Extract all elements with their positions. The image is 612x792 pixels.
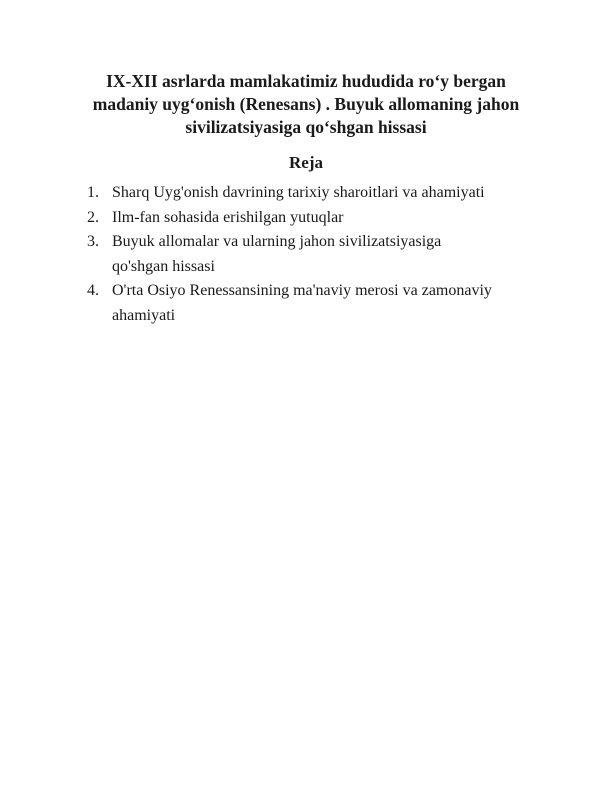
title-line: madaniy uyg‘onish (Renesans) . Buyuk allomaning jahon (92, 94, 520, 114)
plan-item-number: 1. (87, 184, 99, 201)
plan-item-number: 2. (87, 208, 99, 226)
plan-item-number: 4. (87, 282, 99, 299)
plan-item-text: Buyuk allomalar va ularning jahon sivilizatsiyasiga (112, 233, 442, 250)
plan-item-number: 3. (87, 233, 99, 250)
plan-item (87, 181, 572, 206)
plan-list (87, 181, 572, 328)
plan-item (87, 206, 572, 231)
title-line: sivilizatsiyasiga qo‘shgan hissasi (185, 117, 427, 137)
title-line: IX-XII asrlarda mamlakatimiz hududida ro‘y bergan (106, 71, 506, 91)
plan-item (87, 279, 572, 328)
plan-item-text-continued: qo'shgan hissasi (112, 257, 215, 275)
plan-item-text-continued: ahamiyati (112, 306, 176, 324)
plan-item-text: Ilm-fan sohasida erishilgan yutuqlar (112, 208, 344, 226)
plan-heading: Reja (289, 153, 323, 172)
document-title (60, 70, 552, 139)
plan-item-text: O'rta Osiyo Renessansining ma'naviy merosi va zamonaviy (112, 282, 492, 299)
plan-item-text: Sharq Uyg'onish davrining tarixiy sharoitlari va ahamiyati (112, 184, 485, 201)
plan-item (87, 230, 572, 279)
